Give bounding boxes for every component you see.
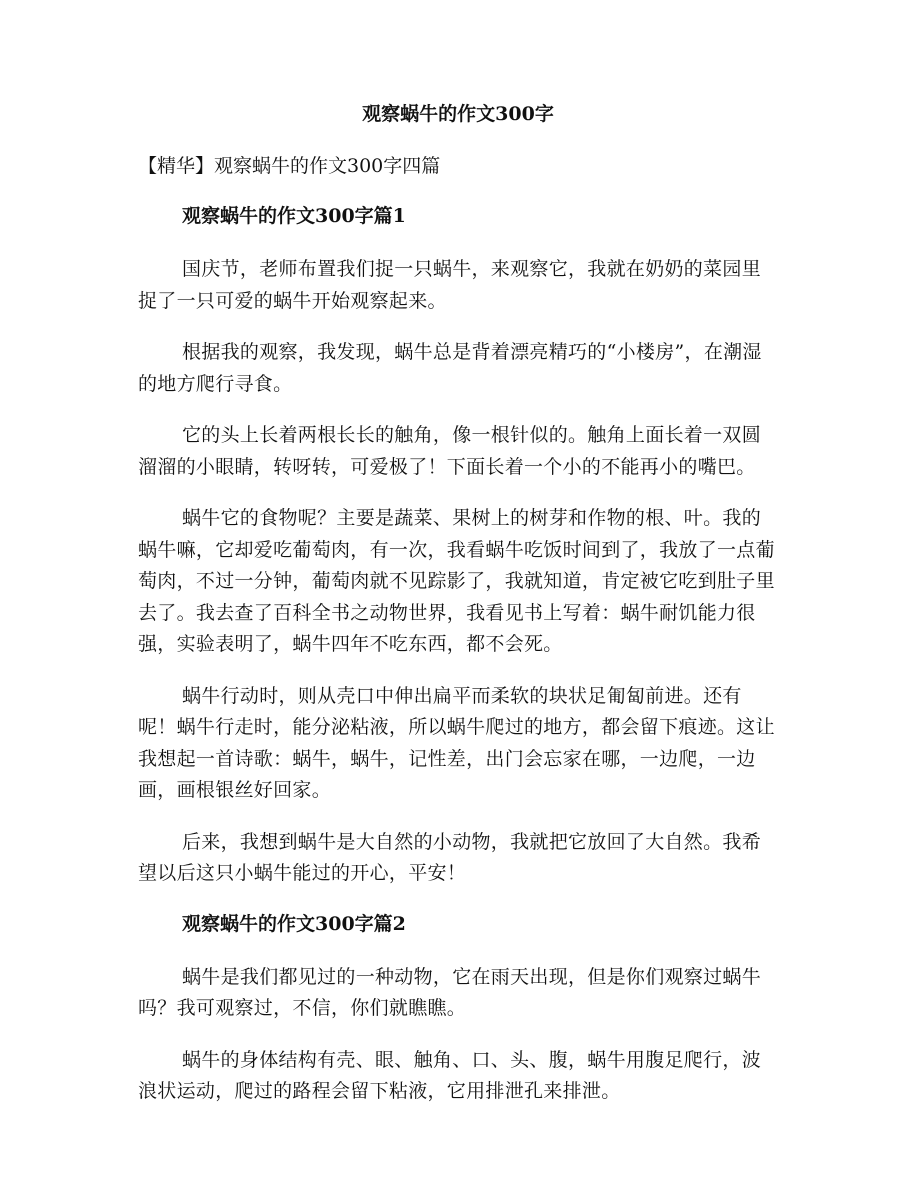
section-heading: 观察蜗牛的作文300字篇2	[182, 912, 406, 935]
paragraph: 蜗牛它的食物呢？主要是蔬菜、果树上的树芽和作物的根、叶。我的蜗牛嘛，它却爱吃葡萄肉，有一次，我看蜗牛吃饭时间到了，我放了一点葡萄肉，不过一分钟，葡萄肉就不见踪影了，我就知道，肯定被它吃到肚子里去了。我去查了百科全书之动物世界，我看见书上写着：蜗牛耐饥能力很强，实验表明了，蜗牛四年不吃东西，都不会死。	[138, 507, 775, 655]
section-heading: 观察蜗牛的作文300字篇1	[182, 205, 406, 227]
paragraph: 根据我的观察，我发现，蜗牛总是背着漂亮精巧的“小楼房”，在潮湿的地方爬行寻食。	[138, 341, 762, 395]
essay-section-2	[138, 910, 778, 1108]
document-title: 观察蜗牛的作文300字	[362, 103, 554, 125]
paragraph: 后来，我想到蜗牛是大自然的小动物，我就把它放回了大自然。我希望以后这只小蜗牛能过的开心，平安！	[138, 830, 762, 884]
document-page	[138, 100, 778, 1128]
essay-section-1	[138, 202, 778, 890]
paragraph: 蜗牛的身体结构有壳、眼、触角、口、头、腹，蜗牛用腹足爬行，波浪状运动，爬过的路程会留下粘液，它用排泄孔来排泄。	[138, 1048, 762, 1102]
paragraph: 蜗牛是我们都见过的一种动物，它在雨天出现，但是你们观察过蜗牛吗？我可观察过，不信，你们就瞧瞧。	[138, 965, 762, 1019]
paragraph: 国庆节，老师布置我们捉一只蜗牛，来观察它，我就在奶奶的菜园里捉了一只可爱的蜗牛开始观察起来。	[138, 258, 762, 312]
paragraph: 蜗牛行动时，则从壳口中伸出扁平而柔软的块状足匍匐前进。还有呢！蜗牛行走时，能分泌粘液，所以蜗牛爬过的地方，都会留下痕迹。这让我想起一首诗歌：蜗牛，蜗牛，记性差，出门会忘家在哪，一边爬，一边画，画根银丝好回家。	[138, 684, 775, 801]
paragraph: 它的头上长着两根长长的触角，像一根针似的。触角上面长着一双圆溜溜的小眼睛，转呀转，可爱极了！下面长着一个小的不能再小的嘴巴。	[138, 424, 762, 478]
document-subtitle: 【精华】观察蜗牛的作文300字四篇	[138, 155, 441, 177]
